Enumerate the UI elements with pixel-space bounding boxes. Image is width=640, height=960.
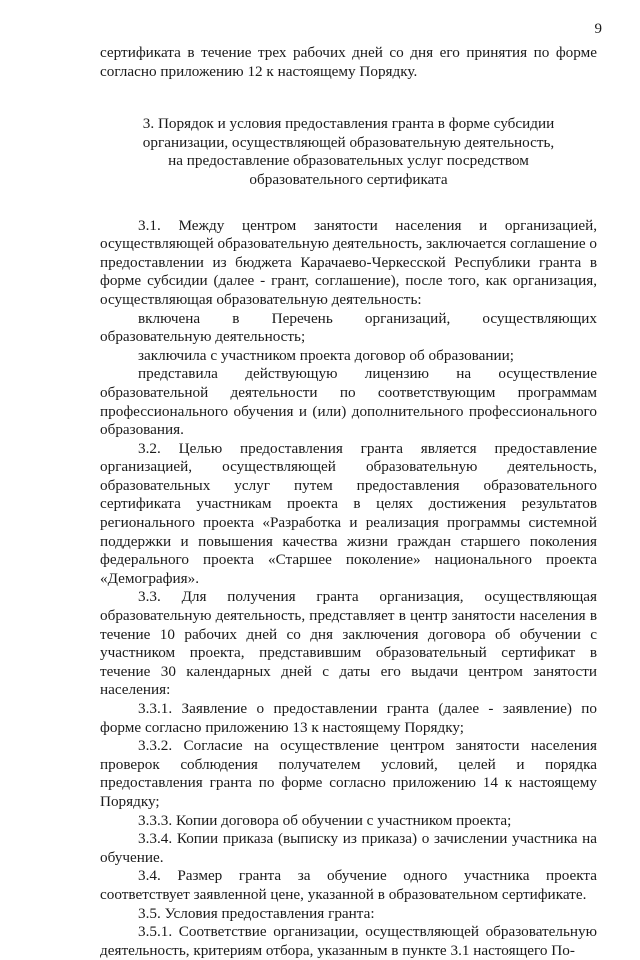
paragraph-3-3-3: 3.3.3. Копии договора об обучении с участником проекта; <box>138 811 512 829</box>
paragraph-3-2: 3.2. Целью предоставления гранта является предоставление организацией, осуществляющей образовательную деятельность, образовательных услуг путем предоставления образовательного сертификата участникам проекта в целях достижения результатов регионального проекта «Разработка и реализация программы системной поддержки и повышения качества жизни граждан старшего поколения федерального проекта «Старшее поколение» национального проекта «Демография». <box>100 439 597 587</box>
paragraph-3-5: 3.5. Условия предоставления гранта: <box>138 904 375 922</box>
paragraph-3-4: 3.4. Размер гранта за обучение одного участника проекта соответствует заявленной цене, указанной в образовательном сертификате. <box>100 867 597 903</box>
page-number: 9 <box>594 21 602 37</box>
paragraph-3-3-4: 3.3.4. Копии приказа (выписку из приказа) о зачислении участника на обучение. <box>100 830 597 866</box>
section-title <box>100 115 597 189</box>
paragraph-3-3-2: 3.3.2. Согласие на осуществление центром занятости населения проверок соблюдения получателем условий, целей и порядка предоставления гранта по форме согласно приложению 14 к настоящему Порядку; <box>100 737 597 810</box>
condition-item: включена в Перечень организаций, осуществляющих образовательную деятельность; <box>100 309 597 346</box>
section-title-line: на предоставление образовательных услуг посредством <box>168 152 529 170</box>
paragraph-3-5-1: 3.5.1. Соответствие организации, осуществляющей образовательную деятельность, критериям отбора, указанным в пункте 3.1 настоящего По- <box>100 923 597 959</box>
condition-item: заключила с участником проекта договор об образовании; <box>138 346 514 364</box>
intro-paragraph: сертификата в течение трех рабочих дней со дня его принятия по форме согласно приложению 12 к настоящему Порядку. <box>100 44 597 80</box>
paragraph-3-3-1: 3.3.1. Заявление о предоставлении гранта (далее - заявление) по форме согласно приложению 13 к настоящему Порядку; <box>100 700 597 736</box>
section-title-line: организации, осуществляющей образовательную деятельность, <box>142 133 555 151</box>
section-title-line: образовательного сертификата <box>249 170 448 188</box>
condition-item: представила действующую лицензию на осуществление образовательной деятельности по соответствующим программам профессионального обучения и (или) дополнительного профессионального образования. <box>100 365 597 439</box>
paragraph-3-1: 3.1. Между центром занятости населения и организацией, осуществляющей образовательную деятельность, заключается соглашение о предоставлении из бюджета Карачаево-Черкесской Республики гранта в форме субсидии (далее - грант, соглашение), после того, как организация, осуществляющая образовательную деятельность: <box>100 216 597 308</box>
document-body <box>100 44 597 960</box>
section-title-line: 3. Порядок и условия предоставления гранта в форме субсидии <box>142 115 555 133</box>
paragraph-3-3: 3.3. Для получения гранта организация, осуществляющая образовательную деятельность, представляет в центр занятости населения в течение 10 рабочих дней со дня заключения договора об обучении с участником проекта, представившим образовательный сертификат в течение 30 календарных дней с даты его выдачи центром занятости населения: <box>100 588 597 699</box>
